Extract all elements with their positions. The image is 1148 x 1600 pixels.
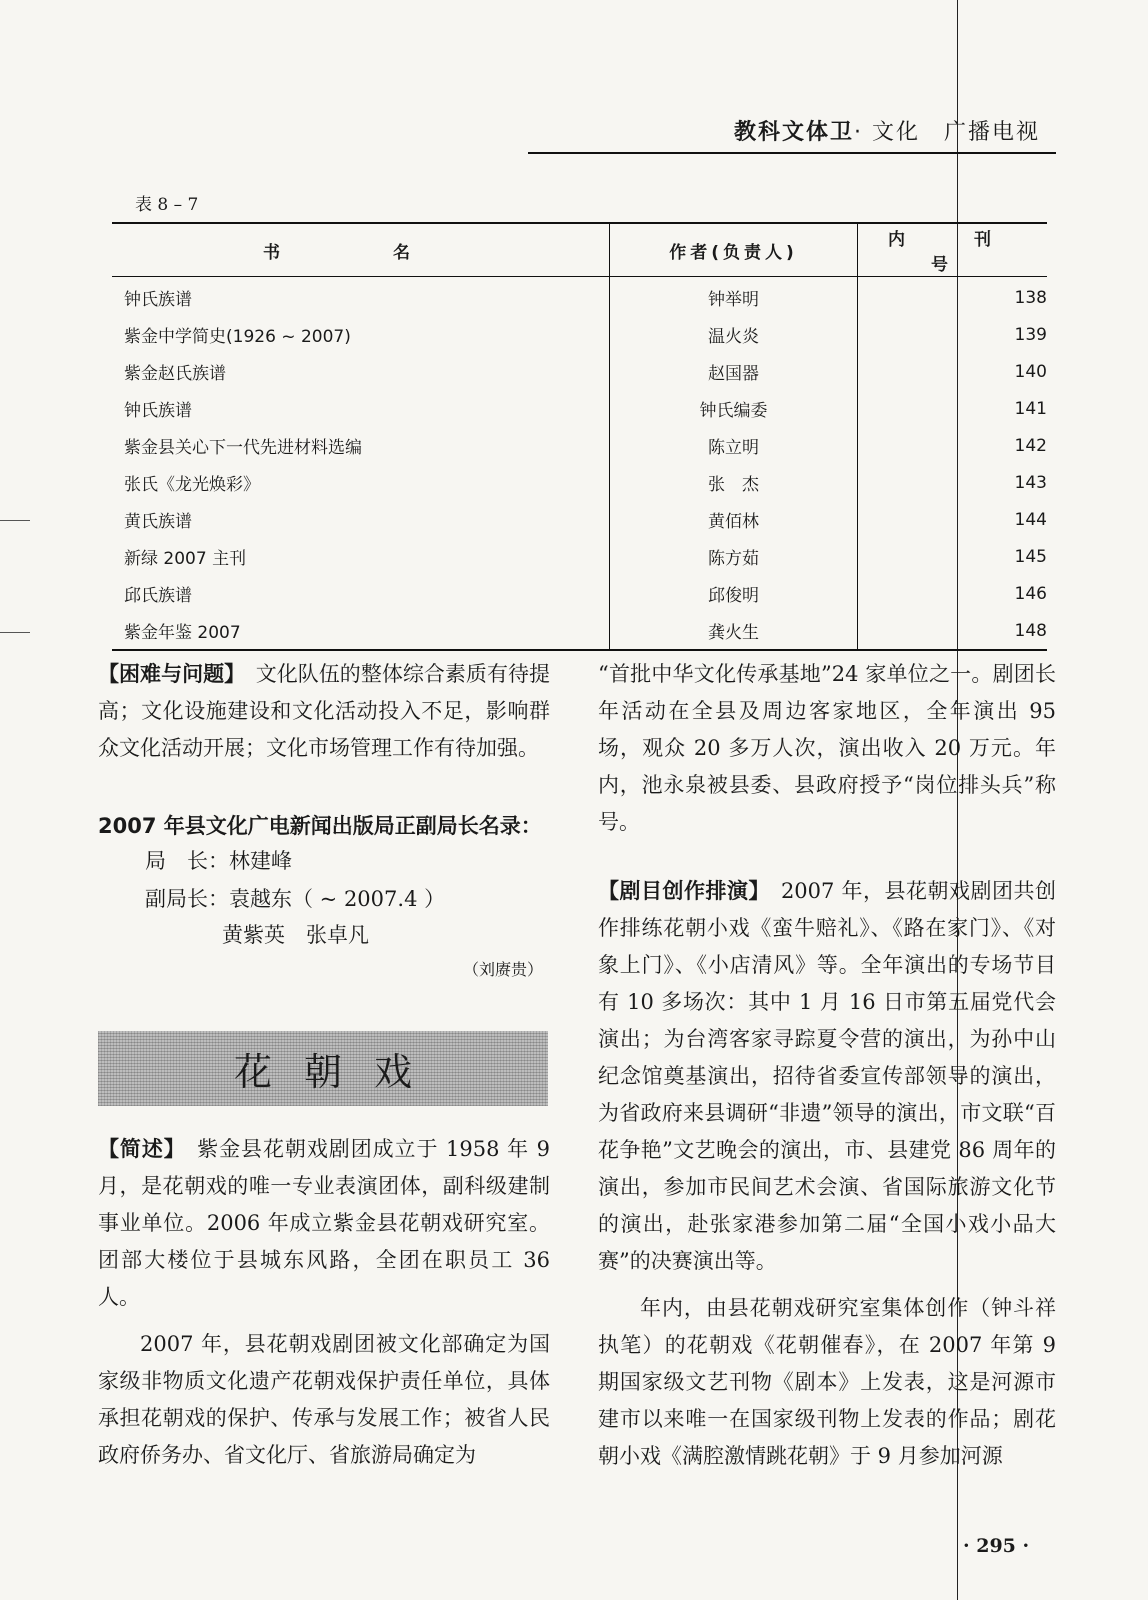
row-number-cell: [858, 277, 1048, 317]
table-header-row: [112, 223, 1047, 277]
row-number: 146: [1014, 583, 1047, 604]
drama-tag: 【剧目创作排演】: [598, 879, 760, 903]
row-author: 黄佰林: [610, 501, 858, 538]
row-number-cell: [858, 316, 1048, 353]
roster-title: 2007 年县文化广电新闻出版局正副局长名录：: [98, 814, 542, 838]
section-banner-title: 花朝戏: [233, 1050, 444, 1094]
right-continuation: [598, 656, 1056, 841]
publication-table: [112, 222, 1060, 651]
row-number: 139: [1014, 324, 1047, 345]
row-number-cell: [858, 427, 1048, 464]
row-title: 紫金年鉴 2007: [112, 612, 610, 650]
row-number-cell: [858, 464, 1048, 501]
row-number: 140: [1014, 361, 1047, 382]
header-subsection: · 文化 广播电视: [854, 120, 1041, 145]
row-title: 紫金中学简史(1926 ~ 2007): [124, 327, 351, 347]
row-number: 138: [1014, 287, 1047, 308]
row-author: 温火炎: [610, 316, 858, 353]
drama-section: [598, 873, 1056, 1475]
row-number: 145: [1014, 546, 1047, 567]
table-row: [112, 353, 1047, 390]
section-banner: [98, 1031, 548, 1106]
row-title: 紫金赵氏族谱: [124, 364, 226, 384]
problems-tag: 【困难与问题】: [98, 662, 235, 686]
row-author: 陈立明: [610, 427, 858, 464]
table-row: [112, 427, 1047, 464]
table-row: [112, 612, 1047, 650]
row-number-cell: [858, 501, 1048, 538]
summary-paragraph-2: 2007 年，县花朝戏剧团被文化部确定为国家级非物质文化遗产花朝戏保护责任单位，具体承担花朝戏的保护、传承与发展工作；被省人民政府侨务办、省文化厅、省旅游局确定为: [98, 1332, 550, 1467]
author-credit: （刘赓贵）: [463, 960, 544, 979]
col-header-author: 作者(负责人): [610, 223, 858, 277]
row-author: 龚火生: [610, 612, 858, 650]
row-author: 张 杰: [610, 464, 858, 501]
row-number: 144: [1014, 509, 1047, 530]
row-title: 钟氏族谱: [124, 290, 192, 310]
row-author: 钟举明: [610, 277, 858, 317]
roster-deputy: 副局长：袁越东（ ~ 2007.4 ）: [145, 887, 446, 911]
row-author: 钟氏编委: [610, 390, 858, 427]
table-label: 表 8 – 7: [135, 195, 199, 215]
drama-text: 2007 年，县花朝戏剧团共创作排练花朝小戏《蛮牛赔礼》、《路在家门》、《对象上门》、《小店清风》等。全年演出的专场节目有 10 多场次：其中 1 月 16 日市第五届党代会演出；为台湾客家寻踪夏令营的演出，为孙中山纪念馆奠基演出，招待省委宣传部领导的演出，为省政府来县调研“非遗”领导的演出，市文联“百花争艳”文艺晚会的演出，市、县建党 86 周年的演出，参加市民间艺术会演、省国际旅游文化节的演出，赴张家港参加第二届“全国小戏小品大赛”的决赛演出等。: [598, 879, 1056, 1273]
row-author: 陈方茹: [610, 538, 858, 575]
roster-director: 局 长：林建峰: [145, 849, 292, 873]
table-row: [112, 501, 1047, 538]
table-row: [112, 538, 1047, 575]
col-header-number: 内 刊 号: [858, 223, 1048, 277]
margin-mark: [0, 632, 30, 633]
summary-section: [98, 1131, 550, 1474]
row-number: 141: [1014, 398, 1047, 419]
row-number: 142: [1014, 435, 1047, 456]
table-row: [112, 575, 1047, 612]
row-number-cell: [858, 390, 1048, 427]
right-paragraph-3: 年内，由县花朝戏研究室集体创作（钟斗祥执笔）的花朝戏《花朝催春》，在 2007 年第 9 期国家级文艺刊物《剧本》上发表，这是河源市建市以来唯一在国家级刊物上发表的作品；剧花朝小戏《满腔激情跳花朝》于 9 月参加河源: [598, 1296, 1056, 1468]
row-author: 赵国器: [610, 353, 858, 390]
page-number: · 295 ·: [963, 1535, 1030, 1557]
row-title: 钟氏族谱: [124, 401, 192, 421]
row-title: 张氏《龙光焕彩》: [124, 475, 260, 495]
row-title: 黄氏族谱: [124, 512, 192, 532]
header-section: 教科文体卫: [734, 119, 855, 145]
problems-text: 文化队伍的整体综合素质有待提高；文化设施建设和文化活动投入不足，影响群众文化活动开展；文化市场管理工作有待加强。: [98, 662, 551, 760]
running-header: [734, 115, 1040, 146]
summary-tag: 【简述】: [98, 1137, 176, 1161]
problems-section: [98, 656, 550, 767]
row-title: 新绿 2007 主刊: [124, 549, 247, 569]
row-number-cell: [858, 612, 1048, 650]
row-number: 148: [1014, 620, 1047, 641]
row-author: 邱俊明: [610, 575, 858, 612]
row-number-cell: [858, 575, 1048, 612]
table-row: [112, 277, 1047, 317]
row-number-cell: [858, 353, 1048, 390]
right-paragraph-1: “首批中华文化传承基地”24 家单位之一。剧团长年活动在全县及周边客家地区，全年演出 95 场，观众 20 多万人次，演出收入 20 万元。年内，池永泉被县委、县政府授予“岗位排头兵”称号。: [598, 662, 1056, 834]
table-row: [112, 464, 1047, 501]
margin-mark: [0, 520, 30, 521]
table-row: [112, 316, 1047, 353]
summary-text: 紫金县花朝戏剧团成立于 1958 年 9 月，是花朝戏的唯一专业表演团体，副科级建制事业单位。2006 年成立紫金县花朝戏研究室。团部大楼位于县城东风路，全团在职员工 36 人。: [98, 1137, 550, 1309]
row-number: 143: [1014, 472, 1047, 493]
col-header-title: 书 名: [112, 223, 610, 277]
row-title: 紫金县关心下一代先进材料选编: [124, 438, 362, 458]
header-rule: [528, 152, 1056, 154]
table-row: [112, 390, 1047, 427]
row-number-cell: [858, 538, 1048, 575]
roster-deputy-2: 黄紫英 张卓凡: [222, 923, 369, 947]
row-title: 邱氏族谱: [124, 586, 192, 606]
